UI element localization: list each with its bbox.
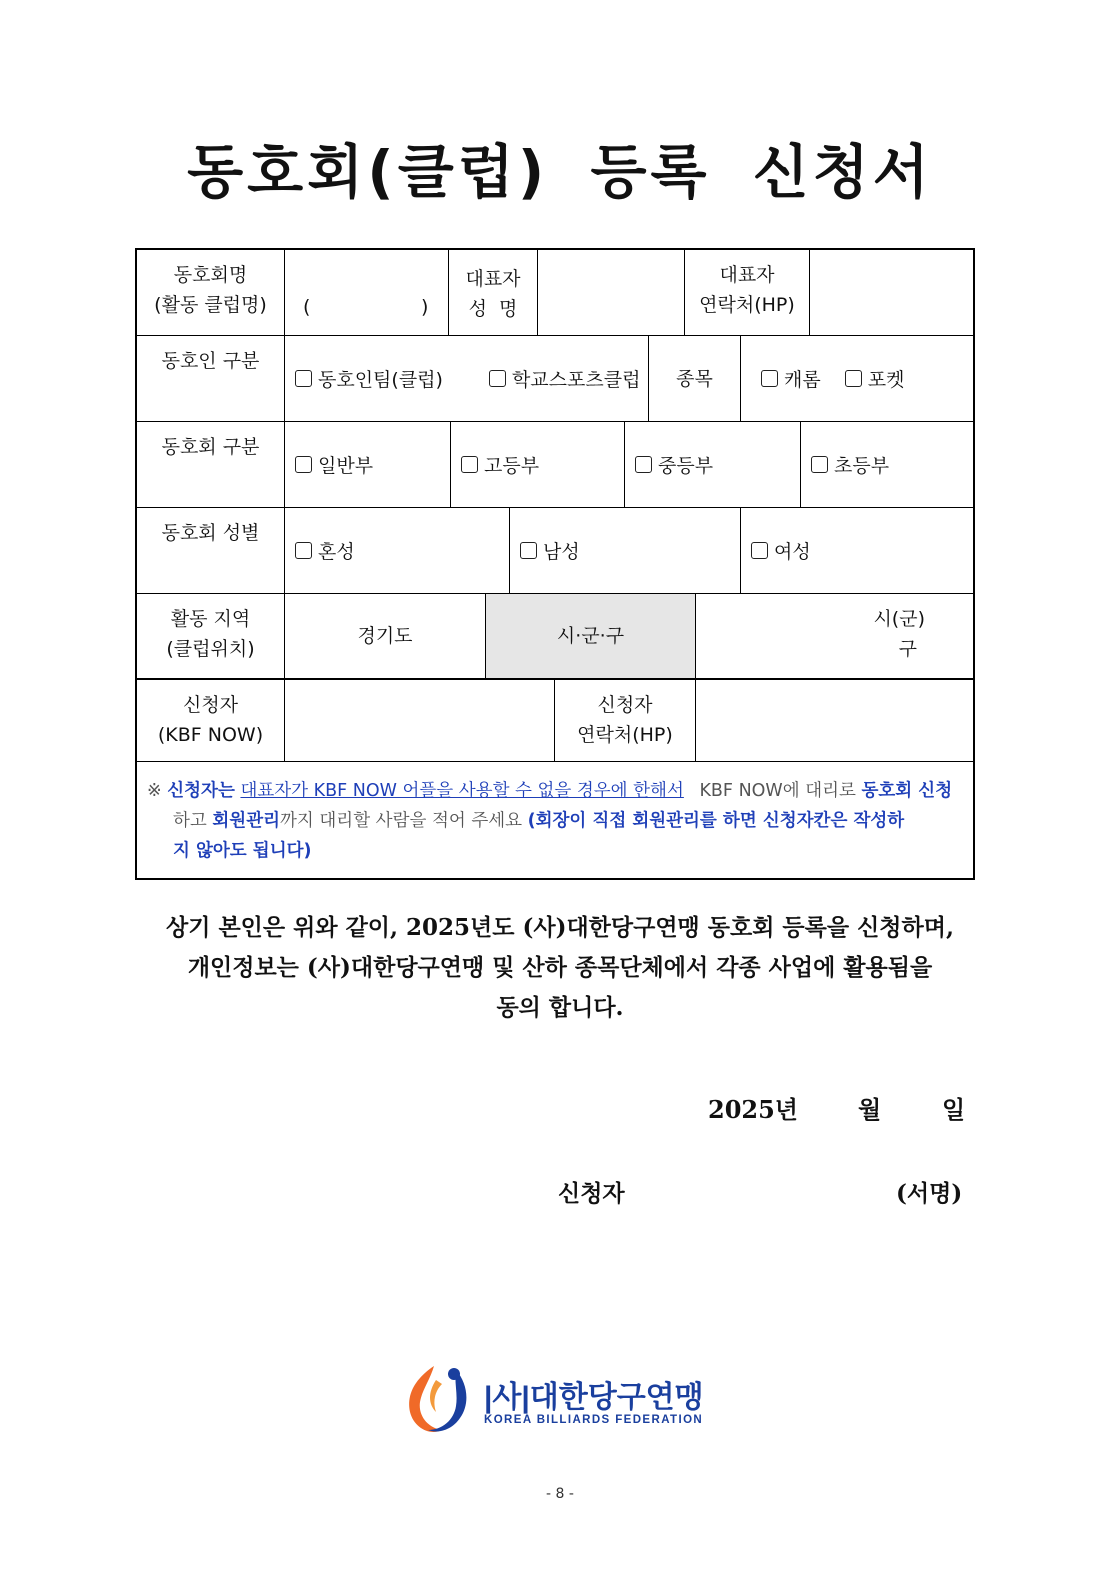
applicant-label: 신청자 bbox=[182, 694, 239, 716]
event-options bbox=[741, 336, 973, 421]
applicant-sublabel: (KBF NOW) bbox=[157, 724, 264, 746]
applicant-note bbox=[137, 762, 973, 878]
checkbox-box[interactable] bbox=[751, 542, 768, 559]
gender-mixed-label: 혼성 bbox=[318, 541, 355, 563]
consent-statement bbox=[100, 908, 1020, 1028]
gender-mixed-cell bbox=[285, 508, 510, 593]
checkbox-box[interactable] bbox=[295, 456, 312, 473]
member-type-header bbox=[137, 336, 285, 421]
applicant-contact-header bbox=[555, 680, 696, 761]
federation-logo bbox=[398, 1360, 728, 1438]
applicant-contact-sublabel: 연락처(HP) bbox=[577, 724, 673, 746]
applicant-field[interactable] bbox=[285, 680, 555, 761]
checkbox-box[interactable] bbox=[845, 370, 862, 387]
note-condition: 대표자가 KBF NOW 어플을 사용할 수 없을 경우에 한해서 bbox=[240, 781, 684, 801]
logo-wordmark bbox=[484, 1372, 704, 1426]
row-division bbox=[137, 422, 973, 508]
note-line-3: 지 않아도 됩니다) bbox=[173, 841, 312, 861]
region-header bbox=[137, 594, 285, 678]
club-paren-open: ( bbox=[303, 296, 311, 318]
applicant-contact-field[interactable] bbox=[696, 680, 973, 761]
division-elementary-cell bbox=[801, 422, 973, 507]
note-club-apply: 동호회 신청 bbox=[861, 781, 953, 801]
row-gender bbox=[137, 508, 973, 594]
gender-header bbox=[137, 508, 285, 593]
applicant-contact-label: 신청자 bbox=[597, 694, 653, 716]
club-paren-close: ) bbox=[421, 296, 429, 318]
note-president: (회장이 직접 회원관리를 하면 신청자칸은 작성하 bbox=[527, 811, 905, 831]
member-type-school-label: 학교스포츠클럽 bbox=[511, 369, 641, 391]
region-province-cell bbox=[285, 594, 486, 678]
gender-male-label: 남성 bbox=[543, 541, 580, 563]
region-label: 활동 지역 bbox=[170, 608, 251, 630]
region-suffix-city: 시(군) bbox=[873, 608, 925, 630]
date-month: 월 bbox=[858, 1095, 882, 1124]
gender-label: 동호회 성별 bbox=[161, 522, 260, 544]
division-middle-cell bbox=[625, 422, 801, 507]
rep-contact-label: 대표자 bbox=[719, 264, 775, 286]
club-name-header bbox=[137, 250, 285, 335]
checkbox-box[interactable] bbox=[635, 456, 652, 473]
division-middle-label: 중등부 bbox=[658, 455, 714, 477]
checkbox-box[interactable] bbox=[761, 370, 778, 387]
checkbox-box[interactable] bbox=[520, 542, 537, 559]
consent-line-1: 상기 본인은 위와 같이, 2025년도 (사)대한당구연맹 동호회 등록을 신청하며, bbox=[166, 914, 954, 941]
division-high-checkbox[interactable] bbox=[461, 451, 539, 478]
division-label: 동호회 구분 bbox=[161, 436, 260, 458]
club-name-label: 동호회명 bbox=[173, 264, 248, 286]
checkbox-box[interactable] bbox=[489, 370, 506, 387]
event-carom-checkbox[interactable] bbox=[761, 365, 821, 392]
event-header bbox=[649, 336, 741, 421]
row-club-info bbox=[137, 250, 973, 336]
rep-contact-field[interactable] bbox=[810, 250, 973, 335]
event-label: 종목 bbox=[676, 368, 713, 390]
checkbox-box[interactable] bbox=[461, 456, 478, 473]
gender-female-checkbox[interactable] bbox=[751, 537, 811, 564]
note-line-2 bbox=[147, 806, 965, 836]
signature-label: 신청자 bbox=[558, 1180, 625, 1207]
gender-male-checkbox[interactable] bbox=[520, 537, 580, 564]
checkbox-box[interactable] bbox=[295, 370, 312, 387]
document-title: 동호회(클럽) 등록 신청서 bbox=[187, 138, 933, 206]
member-type-options bbox=[285, 336, 649, 421]
rep-name-header bbox=[449, 250, 538, 335]
checkbox-box[interactable] bbox=[811, 456, 828, 473]
event-pocket-label: 포켓 bbox=[867, 369, 905, 391]
rep-name-label: 대표자 bbox=[465, 268, 521, 290]
region-city-label: 시·군·구 bbox=[556, 625, 625, 647]
note-proxy: KBF NOW에 대리로 bbox=[699, 781, 856, 801]
date-year: 2025년 bbox=[708, 1095, 798, 1124]
applicant-header bbox=[137, 680, 285, 761]
registration-form bbox=[135, 248, 975, 880]
consent-line-3: 동의 합니다. bbox=[496, 994, 624, 1021]
logo-english: KOREA BILLIARDS FEDERATION bbox=[484, 1414, 704, 1426]
division-general-label: 일반부 bbox=[318, 455, 374, 477]
gender-mixed-checkbox[interactable] bbox=[295, 537, 355, 564]
rep-contact-sublabel: 연락처(HP) bbox=[699, 294, 795, 316]
rep-name-field[interactable] bbox=[538, 250, 685, 335]
division-high-cell bbox=[451, 422, 625, 507]
note-applicant: 신청자는 bbox=[167, 781, 235, 801]
division-elementary-checkbox[interactable] bbox=[811, 451, 889, 478]
member-type-club-label: 동호인팀(클럽) bbox=[318, 369, 443, 391]
federation-emblem-icon bbox=[398, 1360, 476, 1438]
note-write-person: 까지 대리할 사람을 적어 주세요 bbox=[280, 811, 523, 831]
date-day: 일 bbox=[942, 1095, 966, 1124]
division-general-cell bbox=[285, 422, 451, 507]
note-member-mgmt: 회원관리 bbox=[212, 811, 281, 831]
division-elementary-label: 초등부 bbox=[834, 455, 890, 477]
region-city-cell bbox=[486, 594, 696, 678]
region-province: 경기도 bbox=[357, 625, 413, 647]
row-member-type bbox=[137, 336, 973, 422]
rep-contact-header bbox=[685, 250, 810, 335]
checkbox-box[interactable] bbox=[295, 542, 312, 559]
member-type-label: 동호인 구분 bbox=[161, 350, 260, 372]
division-header bbox=[137, 422, 285, 507]
club-name-sublabel: (활동 클럽명) bbox=[154, 294, 267, 316]
note-mark: ※ bbox=[147, 781, 162, 801]
member-type-club-checkbox[interactable] bbox=[295, 365, 443, 392]
event-pocket-checkbox[interactable] bbox=[845, 365, 905, 392]
signature-sign: (서명) bbox=[896, 1180, 963, 1207]
row-applicant bbox=[137, 680, 973, 762]
region-detail-field[interactable] bbox=[696, 594, 973, 678]
event-carom-label: 캐롬 bbox=[784, 369, 821, 391]
gender-male-cell bbox=[510, 508, 741, 593]
region-sublabel: (클럽위치) bbox=[166, 638, 255, 660]
row-region bbox=[137, 594, 973, 680]
gender-female-cell bbox=[741, 508, 973, 593]
note-do: 하고 bbox=[173, 811, 207, 831]
division-high-label: 고등부 bbox=[484, 455, 540, 477]
page-number: - 8 - bbox=[546, 1486, 574, 1502]
consent-line-2: 개인정보는 (사)대한당구연맹 및 산하 종목단체에서 각종 사업에 활용됨을 bbox=[187, 954, 933, 981]
rep-name-sublabel: 성 명 bbox=[468, 298, 518, 320]
member-type-school-checkbox[interactable] bbox=[489, 365, 640, 392]
club-name-field[interactable] bbox=[285, 250, 449, 335]
region-suffix-district: 구 bbox=[898, 638, 917, 660]
logo-korean: |사|대한당구연맹 bbox=[484, 1381, 704, 1414]
division-general-checkbox[interactable] bbox=[295, 451, 373, 478]
gender-female-label: 여성 bbox=[774, 541, 811, 563]
division-middle-checkbox[interactable] bbox=[635, 451, 713, 478]
